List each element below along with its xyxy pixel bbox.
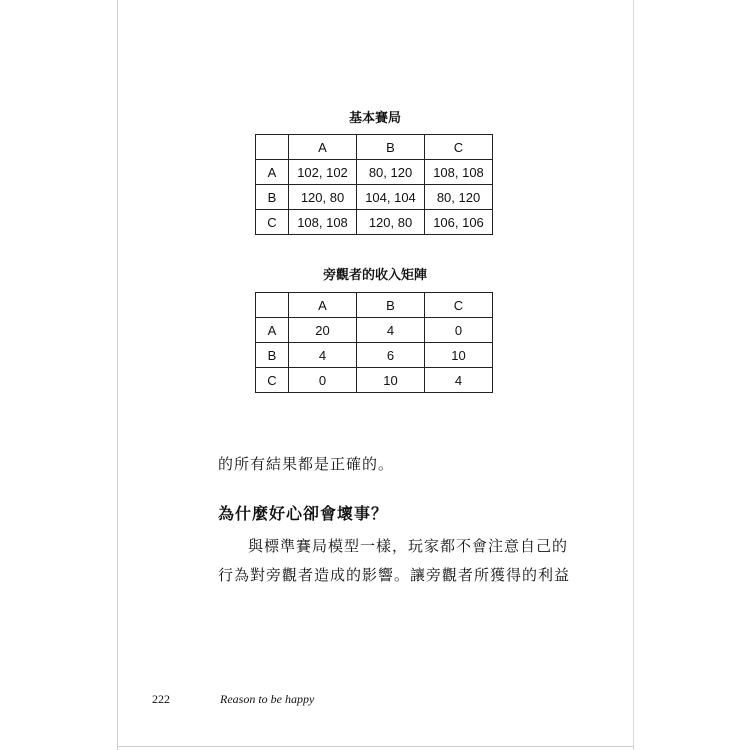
column-header: B [357, 293, 425, 318]
table-row [256, 318, 493, 343]
table-cell: 102, 102 [289, 160, 357, 185]
paragraph-line: 與標準賽局模型一樣，玩家都不會注意自己的 [248, 537, 569, 555]
basic-game-table [255, 134, 493, 235]
table-cell: 0 [289, 368, 357, 393]
table-title-bystander-matrix: 旁觀者的收入矩陣 [322, 268, 427, 283]
table-corner [256, 135, 289, 160]
column-header: C [425, 135, 493, 160]
column-header: A [289, 135, 357, 160]
row-header: A [256, 318, 289, 343]
table-cell: 80, 120 [357, 160, 425, 185]
column-header: C [425, 293, 493, 318]
table-cell: 10 [425, 343, 493, 368]
table-corner [256, 293, 289, 318]
table-cell: 4 [357, 318, 425, 343]
table-cell: 4 [289, 343, 357, 368]
table-cell: 108, 108 [425, 160, 493, 185]
table-row [256, 160, 493, 185]
column-header: B [357, 135, 425, 160]
table-row [256, 210, 493, 235]
table-header-row [256, 293, 493, 318]
bystander-income-table [255, 292, 493, 393]
row-header: C [256, 368, 289, 393]
table-cell: 104, 104 [357, 185, 425, 210]
table-cell: 0 [425, 318, 493, 343]
row-header: A [256, 160, 289, 185]
table-cell: 106, 106 [425, 210, 493, 235]
page-bottom-edge [117, 746, 634, 747]
paragraph-line: 行為對旁觀者造成的影響。讓旁觀者所獲得的利益 [218, 566, 571, 584]
page-number: 222 [152, 692, 170, 706]
table-cell: 20 [289, 318, 357, 343]
row-header: C [256, 210, 289, 235]
table-row [256, 185, 493, 210]
row-header: B [256, 185, 289, 210]
body-text-line: 的所有結果都是正確的。 [218, 455, 395, 473]
section-heading: 為什麼好心卻會壞事？ [218, 504, 389, 523]
column-header: A [289, 293, 357, 318]
running-footer-title: Reason to be happy [220, 692, 315, 706]
table-cell: 120, 80 [289, 185, 357, 210]
table-title-basic-game: 基本賽局 [348, 111, 401, 126]
row-header: B [256, 343, 289, 368]
table-cell: 4 [425, 368, 493, 393]
table-row [256, 343, 493, 368]
table-cell: 80, 120 [425, 185, 493, 210]
table-header-row [256, 135, 493, 160]
table-row [256, 368, 493, 393]
table-cell: 120, 80 [357, 210, 425, 235]
table-cell: 10 [357, 368, 425, 393]
table-cell: 6 [357, 343, 425, 368]
table-cell: 108, 108 [289, 210, 357, 235]
